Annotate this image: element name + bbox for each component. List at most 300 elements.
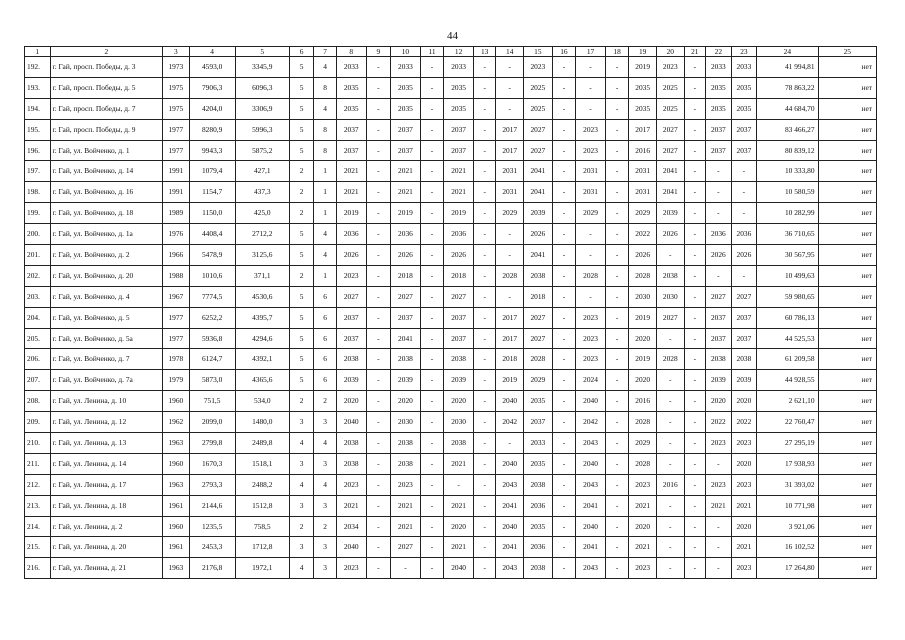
table-cell: 9943,3	[189, 140, 235, 161]
table-cell: 2029	[629, 433, 657, 454]
table-cell: 1979	[163, 370, 190, 391]
table-cell: -	[366, 474, 391, 495]
table-cell: 2	[289, 203, 314, 224]
table-cell: 1967	[163, 286, 190, 307]
table-cell: 2038	[336, 349, 366, 370]
table-cell: 2021	[391, 495, 421, 516]
table-cell: 1977	[163, 119, 190, 140]
table-cell: -	[420, 412, 444, 433]
table-cell: -	[473, 307, 496, 328]
table-cell: 216.	[25, 558, 51, 579]
table-cell: 16 102,52	[757, 537, 818, 558]
table-cell: 2033	[444, 57, 474, 78]
table-cell: 17 938,93	[757, 453, 818, 474]
table-cell: 2027	[336, 286, 366, 307]
table-cell: 2028	[629, 265, 657, 286]
table-cell: -	[552, 328, 576, 349]
table-cell: 215.	[25, 537, 51, 558]
table-cell: -	[605, 203, 629, 224]
table-cell: 2037	[336, 328, 366, 349]
table-cell: 2026	[391, 245, 421, 266]
table-cell: -	[552, 516, 576, 537]
table-cell: 2453,3	[189, 537, 235, 558]
table-cell: 2016	[656, 474, 684, 495]
table-cell: -	[366, 224, 391, 245]
table-cell: 2022	[731, 412, 757, 433]
table-cell: -	[706, 265, 732, 286]
table-cell: 2019	[444, 203, 474, 224]
table-cell: -	[552, 140, 576, 161]
table-cell: 2038	[731, 349, 757, 370]
table-cell: 2036	[391, 224, 421, 245]
table-cell: 2020	[444, 391, 474, 412]
table-cell: нет	[818, 516, 876, 537]
column-number-cell: 3	[163, 47, 190, 57]
table-cell: -	[496, 245, 524, 266]
table-cell: -	[496, 98, 524, 119]
table-cell: -	[684, 98, 705, 119]
table-cell: -	[473, 98, 496, 119]
table-row	[25, 328, 877, 349]
table-cell: 5	[289, 370, 314, 391]
table-cell: -	[684, 453, 705, 474]
table-cell: -	[473, 537, 496, 558]
table-cell: 2035	[731, 77, 757, 98]
table-cell: 2037	[706, 307, 732, 328]
table-cell: -	[552, 265, 576, 286]
table-cell: 7906,3	[189, 77, 235, 98]
table-cell: 2022	[629, 224, 657, 245]
column-number-cell: 15	[524, 47, 553, 57]
table-cell: 2	[314, 516, 337, 537]
table-cell: 3	[314, 453, 337, 474]
table-row	[25, 245, 877, 266]
table-cell: -	[366, 495, 391, 516]
table-cell: -	[552, 57, 576, 78]
table-cell: г. Гай, ул. Войченко, д. 20	[50, 265, 163, 286]
table-cell: -	[496, 224, 524, 245]
table-cell: 193.	[25, 77, 51, 98]
table-cell: 2020	[336, 391, 366, 412]
table-cell: нет	[818, 495, 876, 516]
table-cell: 196.	[25, 140, 51, 161]
table-cell: 2021	[731, 495, 757, 516]
table-cell: 2026	[656, 224, 684, 245]
table-cell: 2028	[496, 265, 524, 286]
table-cell: -	[656, 537, 684, 558]
table-cell: -	[420, 516, 444, 537]
table-cell: 2041	[496, 537, 524, 558]
table-cell: г. Гай, ул. Войченко, д. 16	[50, 182, 163, 203]
table-cell: 2031	[496, 182, 524, 203]
table-cell: -	[684, 495, 705, 516]
table-cell: 2021	[391, 182, 421, 203]
table-cell: 41 994,81	[757, 57, 818, 78]
column-number-cell: 24	[757, 47, 818, 57]
table-cell: -	[576, 245, 606, 266]
table-cell: 2021	[731, 537, 757, 558]
table-cell: 2023	[336, 474, 366, 495]
table-cell: 83 466,27	[757, 119, 818, 140]
table-cell: г. Гай, просп. Победы, д. 3	[50, 57, 163, 78]
table-cell: 2031	[629, 182, 657, 203]
table-cell: 2040	[496, 391, 524, 412]
table-cell: -	[366, 140, 391, 161]
column-number-cell: 7	[314, 47, 337, 57]
table-cell: -	[420, 119, 444, 140]
table-cell: -	[605, 245, 629, 266]
table-cell: -	[366, 516, 391, 537]
table-cell: 1518,1	[235, 453, 289, 474]
table-cell: 2037	[336, 140, 366, 161]
table-cell: 1960	[163, 516, 190, 537]
table-cell: 2038	[524, 265, 553, 286]
table-cell: -	[552, 245, 576, 266]
table-cell: 2026	[444, 245, 474, 266]
table-cell: -	[420, 391, 444, 412]
table-cell: 2023	[576, 307, 606, 328]
table-cell: 2025	[656, 98, 684, 119]
table-cell: нет	[818, 328, 876, 349]
column-number-cell: 23	[731, 47, 757, 57]
table-cell: 2029	[524, 370, 553, 391]
table-cell: 10 333,80	[757, 161, 818, 182]
table-cell: 2488,2	[235, 474, 289, 495]
table-cell: 201.	[25, 245, 51, 266]
table-cell: 3	[289, 412, 314, 433]
table-cell: 192.	[25, 57, 51, 78]
table-cell: -	[684, 224, 705, 245]
table-row	[25, 203, 877, 224]
table-row	[25, 119, 877, 140]
table-row	[25, 57, 877, 78]
table-cell: -	[552, 286, 576, 307]
table-cell: -	[552, 370, 576, 391]
column-number-cell: 14	[496, 47, 524, 57]
table-cell: -	[473, 391, 496, 412]
table-cell: 2027	[656, 140, 684, 161]
table-cell: 2038	[524, 474, 553, 495]
table-cell: -	[473, 224, 496, 245]
table-cell: 4392,1	[235, 349, 289, 370]
table-cell: -	[420, 558, 444, 579]
table-cell: 2023	[706, 433, 732, 454]
table-cell: 2028	[576, 265, 606, 286]
table-cell: 5	[289, 224, 314, 245]
table-cell: -	[576, 77, 606, 98]
table-cell: 60 786,13	[757, 307, 818, 328]
table-cell: 2039	[391, 370, 421, 391]
table-cell: -	[444, 474, 474, 495]
table-cell: 2036	[524, 495, 553, 516]
table-cell: 1079,4	[189, 161, 235, 182]
table-cell: 4408,4	[189, 224, 235, 245]
table-cell: 2016	[629, 391, 657, 412]
table-cell: 2030	[444, 412, 474, 433]
table-cell: -	[552, 495, 576, 516]
table-cell: 2035	[629, 98, 657, 119]
table-row	[25, 474, 877, 495]
table-cell: -	[656, 370, 684, 391]
table-cell: 2037	[444, 140, 474, 161]
table-cell: 2793,3	[189, 474, 235, 495]
table-cell: 2	[289, 265, 314, 286]
table-cell: -	[684, 328, 705, 349]
table-cell: -	[420, 265, 444, 286]
table-cell: 2023	[576, 119, 606, 140]
table-cell: г. Гай, ул. Ленина, д. 20	[50, 537, 163, 558]
table-cell: 6	[314, 370, 337, 391]
table-cell: -	[366, 328, 391, 349]
table-cell: г. Гай, ул. Войченко, д. 1	[50, 140, 163, 161]
table-cell: 2043	[576, 433, 606, 454]
table-cell: -	[576, 286, 606, 307]
table-cell: 2019	[336, 203, 366, 224]
table-cell: 2038	[391, 453, 421, 474]
table-cell: 6	[314, 286, 337, 307]
table-cell: 2017	[496, 307, 524, 328]
table-cell: -	[706, 453, 732, 474]
table-cell: г. Гай, ул. Ленина, д. 10	[50, 391, 163, 412]
table-cell: 2036	[524, 537, 553, 558]
table-cell: 210.	[25, 433, 51, 454]
table-cell: г. Гай, ул. Ленина, д. 2	[50, 516, 163, 537]
table-cell: нет	[818, 265, 876, 286]
table-cell: 1	[314, 203, 337, 224]
table-cell: 1991	[163, 182, 190, 203]
column-number-cell: 5	[235, 47, 289, 57]
table-cell: 4	[314, 433, 337, 454]
table-cell: нет	[818, 286, 876, 307]
table-cell: 10 282,99	[757, 203, 818, 224]
table-row	[25, 433, 877, 454]
table-cell: 200.	[25, 224, 51, 245]
table-cell: 2025	[524, 98, 553, 119]
table-cell: 2	[289, 516, 314, 537]
table-row	[25, 286, 877, 307]
table-cell: 6	[314, 307, 337, 328]
table-cell: 4	[289, 474, 314, 495]
table-cell: 2020	[731, 516, 757, 537]
column-number-cell: 10	[391, 47, 421, 57]
table-cell: г. Гай, ул. Ленина, д. 13	[50, 433, 163, 454]
table-cell: -	[706, 558, 732, 579]
table-row	[25, 412, 877, 433]
table-cell: -	[605, 537, 629, 558]
table-cell: нет	[818, 182, 876, 203]
table-cell: 2037	[731, 328, 757, 349]
table-cell: 17 264,80	[757, 558, 818, 579]
table-cell: 2712,2	[235, 224, 289, 245]
column-number-cell: 6	[289, 47, 314, 57]
housing-repair-table-container	[24, 46, 877, 579]
table-cell: 5	[289, 328, 314, 349]
table-cell: г. Гай, просп. Победы, д. 5	[50, 77, 163, 98]
table-cell: 2023	[576, 328, 606, 349]
table-cell: -	[656, 433, 684, 454]
table-cell: 2035	[391, 77, 421, 98]
table-cell: 2031	[496, 161, 524, 182]
table-cell: 2027	[524, 328, 553, 349]
table-cell: 2040	[576, 516, 606, 537]
table-cell: -	[473, 516, 496, 537]
table-cell: -	[684, 307, 705, 328]
table-cell: 2176,8	[189, 558, 235, 579]
table-cell: г. Гай, ул. Ленина, д. 21	[50, 558, 163, 579]
table-cell: -	[366, 391, 391, 412]
table-cell: 1976	[163, 224, 190, 245]
table-cell: -	[552, 391, 576, 412]
table-cell: 2037	[391, 307, 421, 328]
table-row	[25, 558, 877, 579]
table-cell: 4	[314, 98, 337, 119]
table-cell: нет	[818, 391, 876, 412]
column-number-cell: 4	[189, 47, 235, 57]
table-cell: 2019	[629, 307, 657, 328]
table-cell: 2021	[444, 453, 474, 474]
table-cell: -	[366, 161, 391, 182]
table-cell: 4	[289, 558, 314, 579]
table-cell: 2023	[576, 349, 606, 370]
table-cell: -	[605, 349, 629, 370]
table-cell: 2038	[444, 349, 474, 370]
table-cell: 6124,7	[189, 349, 235, 370]
table-cell: 2031	[576, 182, 606, 203]
table-cell: нет	[818, 203, 876, 224]
table-cell: 2033	[391, 57, 421, 78]
table-cell: г. Гай, ул. Войченко, д. 5а	[50, 328, 163, 349]
table-cell: -	[706, 203, 732, 224]
table-cell: -	[552, 453, 576, 474]
table-cell: 2	[289, 182, 314, 203]
table-cell: 1512,8	[235, 495, 289, 516]
table-cell: -	[731, 161, 757, 182]
table-cell: -	[605, 328, 629, 349]
table-cell: 5	[289, 286, 314, 307]
table-cell: -	[420, 77, 444, 98]
column-number-cell: 17	[576, 47, 606, 57]
table-cell: 2038	[706, 349, 732, 370]
table-cell: -	[605, 140, 629, 161]
table-cell: 3	[314, 495, 337, 516]
table-cell: 2027	[444, 286, 474, 307]
table-cell: -	[605, 182, 629, 203]
table-cell: 2033	[706, 57, 732, 78]
column-number-cell: 20	[656, 47, 684, 57]
table-cell: 1960	[163, 391, 190, 412]
table-cell: -	[420, 245, 444, 266]
table-cell: 2099,0	[189, 412, 235, 433]
table-cell: 4	[314, 245, 337, 266]
table-cell: 2020	[731, 453, 757, 474]
table-cell: -	[420, 140, 444, 161]
table-cell: 199.	[25, 203, 51, 224]
table-cell: 2018	[496, 349, 524, 370]
table-cell: 1150,0	[189, 203, 235, 224]
table-cell: -	[391, 558, 421, 579]
table-cell: -	[684, 412, 705, 433]
table-cell: 2 621,10	[757, 391, 818, 412]
table-cell: -	[706, 182, 732, 203]
table-cell: -	[366, 119, 391, 140]
table-cell: -	[366, 77, 391, 98]
column-number-cell: 12	[444, 47, 474, 57]
table-cell: 2038	[336, 453, 366, 474]
table-cell: -	[605, 307, 629, 328]
table-cell: 1978	[163, 349, 190, 370]
table-cell: 4204,0	[189, 98, 235, 119]
table-cell: 2023	[576, 140, 606, 161]
table-cell: 2489,8	[235, 433, 289, 454]
table-cell: 2038	[656, 265, 684, 286]
table-row	[25, 391, 877, 412]
table-cell: 2020	[706, 391, 732, 412]
table-cell: 3	[289, 453, 314, 474]
table-cell: -	[605, 558, 629, 579]
table-cell: 4593,0	[189, 57, 235, 78]
table-cell: -	[420, 433, 444, 454]
table-cell: 437,3	[235, 182, 289, 203]
table-cell: 2799,8	[189, 433, 235, 454]
table-cell: 31 393,02	[757, 474, 818, 495]
table-cell: 1973	[163, 57, 190, 78]
table-cell: -	[552, 412, 576, 433]
table-cell: 425,0	[235, 203, 289, 224]
table-cell: -	[473, 182, 496, 203]
table-cell: 2043	[496, 474, 524, 495]
table-cell: -	[605, 119, 629, 140]
table-cell: -	[552, 77, 576, 98]
table-cell: 427,1	[235, 161, 289, 182]
table-cell: -	[656, 412, 684, 433]
table-cell: 1961	[163, 495, 190, 516]
table-cell: г. Гай, просп. Победы, д. 9	[50, 119, 163, 140]
table-cell: 2035	[444, 77, 474, 98]
table-cell: -	[731, 203, 757, 224]
table-cell: 6	[314, 328, 337, 349]
table-cell: нет	[818, 370, 876, 391]
table-cell: -	[656, 558, 684, 579]
table-cell: 203.	[25, 286, 51, 307]
table-cell: 78 863,22	[757, 77, 818, 98]
table-cell: 5	[289, 140, 314, 161]
table-cell: 2027	[391, 537, 421, 558]
table-cell: 2026	[731, 245, 757, 266]
table-cell: 1975	[163, 98, 190, 119]
table-cell: 2039	[524, 203, 553, 224]
table-cell: 2023	[731, 433, 757, 454]
table-row	[25, 224, 877, 245]
table-cell: 2028	[656, 349, 684, 370]
table-cell: -	[366, 245, 391, 266]
table-cell: -	[420, 307, 444, 328]
table-cell: -	[684, 286, 705, 307]
table-cell: 1977	[163, 140, 190, 161]
table-cell: 1960	[163, 453, 190, 474]
table-cell: -	[473, 286, 496, 307]
table-cell: -	[684, 537, 705, 558]
table-cell: г. Гай, ул. Ленина, д. 18	[50, 495, 163, 516]
table-cell: 2041	[524, 161, 553, 182]
table-cell: г. Гай, ул. Войченко, д. 14	[50, 161, 163, 182]
table-cell: г. Гай, ул. Войченко, д. 18	[50, 203, 163, 224]
table-cell: 2021	[444, 161, 474, 182]
table-cell: -	[552, 98, 576, 119]
table-cell: -	[366, 307, 391, 328]
table-cell: 7774,5	[189, 286, 235, 307]
table-cell: 2035	[629, 77, 657, 98]
table-cell: 2027	[391, 286, 421, 307]
